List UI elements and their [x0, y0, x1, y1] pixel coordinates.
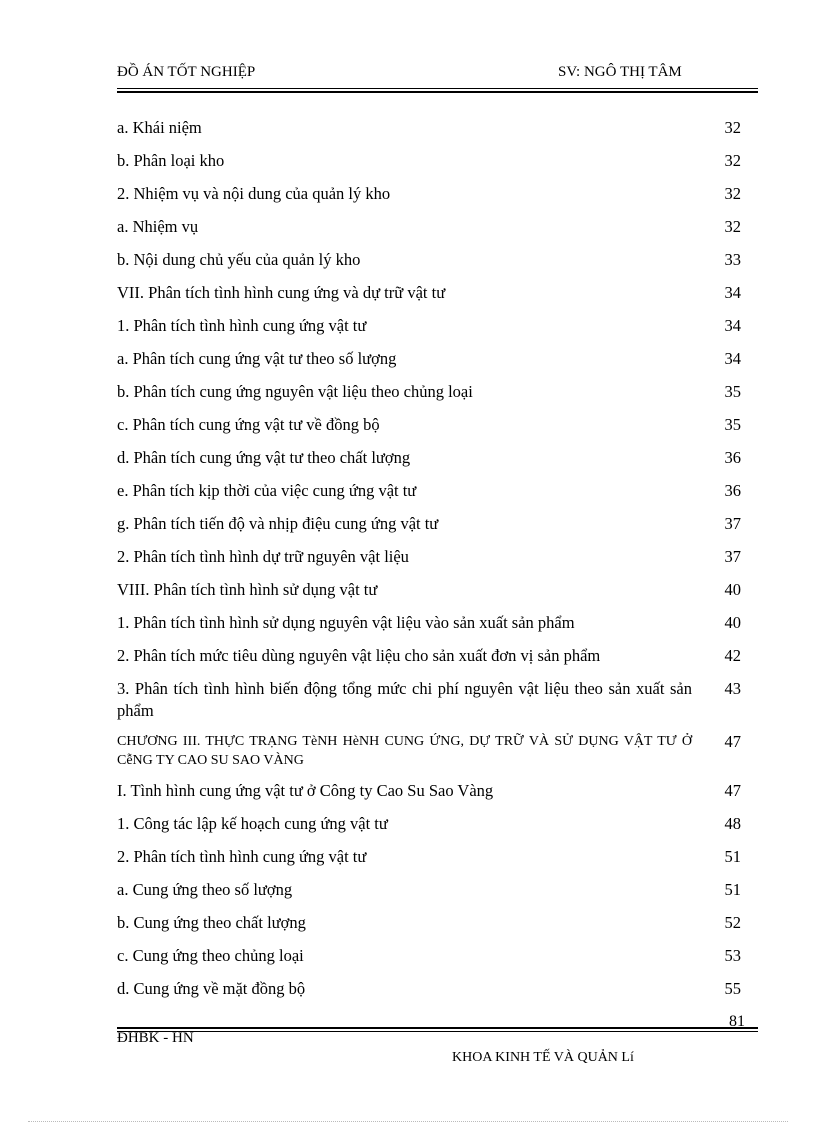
- toc-entry: [117, 480, 741, 502]
- toc-entry-text: b. Nội dung chủ yếu của quản lý kho: [117, 250, 361, 269]
- toc-entry-page: 51: [724, 847, 741, 866]
- toc-entry-page: 37: [724, 514, 741, 533]
- toc-entry-page: 32: [724, 118, 741, 137]
- footer-university: ĐHBK - HN: [117, 1030, 194, 1046]
- toc-entry-page: 53: [724, 946, 741, 965]
- toc-entry-page: 48: [724, 814, 741, 833]
- toc-entry-page: 51: [724, 880, 741, 899]
- toc-entry-text: 2. Nhiệm vụ và nội dung của quản lý kho: [117, 184, 391, 203]
- toc-entry-text: 1. Công tác lập kế hoạch cung ứng vật tư: [117, 814, 388, 833]
- toc-entry-page: 36: [724, 481, 741, 500]
- toc-entry: [117, 282, 741, 304]
- toc-entry: [117, 447, 741, 469]
- toc-entry: [117, 546, 741, 568]
- toc-entry-page: 32: [724, 151, 741, 170]
- toc-entry: [117, 414, 741, 436]
- toc-entry-text: d. Cung ứng về mặt đồng bộ: [117, 979, 306, 998]
- toc-entry: [117, 813, 741, 835]
- toc-entry: [117, 348, 741, 370]
- toc-entry: [117, 678, 741, 722]
- toc-entry-page: 55: [724, 979, 741, 998]
- table-of-contents: [117, 112, 741, 1000]
- toc-entry: [117, 645, 741, 667]
- toc-entry-text: c. Phân tích cung ứng vật tư về đồng bộ: [117, 415, 380, 434]
- toc-entry-text: 2. Phân tích tình hình cung ứng vật tư: [117, 847, 367, 866]
- toc-entry-page: 35: [724, 415, 741, 434]
- toc-entry-text: VIII. Phân tích tình hình sử dụng vật tư: [117, 580, 378, 599]
- header-student: SV: NGÔ THỊ TÂM: [558, 64, 682, 80]
- toc-entry-text: g. Phân tích tiến độ và nhịp điệu cung ứng vật tư: [117, 514, 439, 533]
- toc-entry-page: 42: [724, 646, 741, 665]
- toc-entry: [117, 381, 741, 403]
- toc-entry: [117, 513, 741, 535]
- toc-entry-text: 1. Phân tích tình hình cung ứng vật tư: [117, 316, 367, 335]
- toc-entry: [117, 150, 741, 172]
- toc-entry-text: a. Cung ứng theo số lượng: [117, 880, 293, 899]
- toc-entry-text: I. Tình hình cung ứng vật tư ở Công ty Cao Su Sao Vàng: [117, 781, 494, 800]
- page-edge-dots: [28, 1121, 788, 1122]
- toc-entry-page: 35: [724, 382, 741, 401]
- toc-entry-page: 32: [724, 217, 741, 236]
- toc-entry-page: 33: [724, 250, 741, 269]
- toc-entry: [117, 912, 741, 934]
- toc-entry: [117, 117, 741, 139]
- page-number: 81: [729, 1013, 745, 1030]
- toc-entry-text: b. Phân loại kho: [117, 151, 225, 170]
- toc-entry-text: e. Phân tích kịp thời của việc cung ứng vật tư: [117, 481, 417, 500]
- toc-entry: [117, 579, 741, 601]
- footer-rule-top: [117, 1027, 758, 1029]
- toc-entry-page: 37: [724, 547, 741, 566]
- toc-entry-text: a. Khái niệm: [117, 118, 202, 137]
- toc-entry-page: 40: [724, 580, 741, 599]
- toc-entry-page: 32: [724, 184, 741, 203]
- toc-entry-text: c. Cung ứng theo chủng loại: [117, 946, 304, 965]
- toc-entry: [117, 978, 741, 1000]
- toc-entry-page: 34: [724, 349, 741, 368]
- toc-entry-text: 3. Phân tích tình hình biến động tổng mức chi phí nguyên vật liệu theo sản xuất sản phẩm: [117, 679, 692, 720]
- toc-entry-page: 52: [724, 913, 741, 932]
- toc-entry: [117, 315, 741, 337]
- toc-entry-text: a. Phân tích cung ứng vật tư theo số lượng: [117, 349, 397, 368]
- toc-entry-text: 1. Phân tích tình hình sử dụng nguyên vật liệu vào sản xuất sản phẩm: [117, 613, 575, 632]
- toc-entry-page: 34: [724, 283, 741, 302]
- toc-entry: [117, 216, 741, 238]
- toc-entry-text: b. Phân tích cung ứng nguyên vật liệu theo chủng loại: [117, 382, 473, 401]
- toc-entry-page: 47: [724, 732, 741, 751]
- toc-entry-text: d. Phân tích cung ứng vật tư theo chất lượng: [117, 448, 411, 467]
- toc-entry-text: 2. Phân tích mức tiêu dùng nguyên vật liệu cho sản xuất đơn vị sản phẩm: [117, 646, 601, 665]
- toc-entry: [117, 732, 741, 770]
- toc-entry: [117, 846, 741, 868]
- toc-entry: [117, 879, 741, 901]
- toc-entry: [117, 249, 741, 271]
- toc-entry-page: 43: [724, 679, 741, 698]
- toc-entry-text: a. Nhiệm vụ: [117, 217, 199, 236]
- toc-entry: [117, 945, 741, 967]
- header-title: ĐỒ ÁN TỐT NGHIỆP: [117, 64, 256, 80]
- toc-entry-text: b. Cung ứng theo chất lượng: [117, 913, 306, 932]
- header-rule-top: [117, 88, 758, 89]
- header-rule-bottom: [117, 91, 758, 93]
- toc-entry-text: 2. Phân tích tình hình dự trữ nguyên vật liệu: [117, 547, 409, 566]
- toc-entry: [117, 612, 741, 634]
- toc-entry-text: CHƯƠNG III. THỰC TRẠNG TèNH HèNH CUNG ỨNG, DỰ TRỮ VÀ SỬ DỤNG VẬT TƯ Ở CễNG TY CAO SU SAO VÀNG: [117, 734, 692, 768]
- toc-entry-page: 34: [724, 316, 741, 335]
- toc-entry: [117, 780, 741, 802]
- footer-rule-bottom: [117, 1031, 758, 1032]
- toc-entry: [117, 183, 741, 205]
- toc-entry-page: 47: [724, 781, 741, 800]
- footer-faculty: KHOA KINH TẾ VÀ QUẢN Lí: [452, 1050, 634, 1065]
- toc-entry-text: VII. Phân tích tình hình cung ứng và dự trữ vật tư: [117, 283, 446, 302]
- toc-entry-page: 40: [724, 613, 741, 632]
- toc-entry-page: 36: [724, 448, 741, 467]
